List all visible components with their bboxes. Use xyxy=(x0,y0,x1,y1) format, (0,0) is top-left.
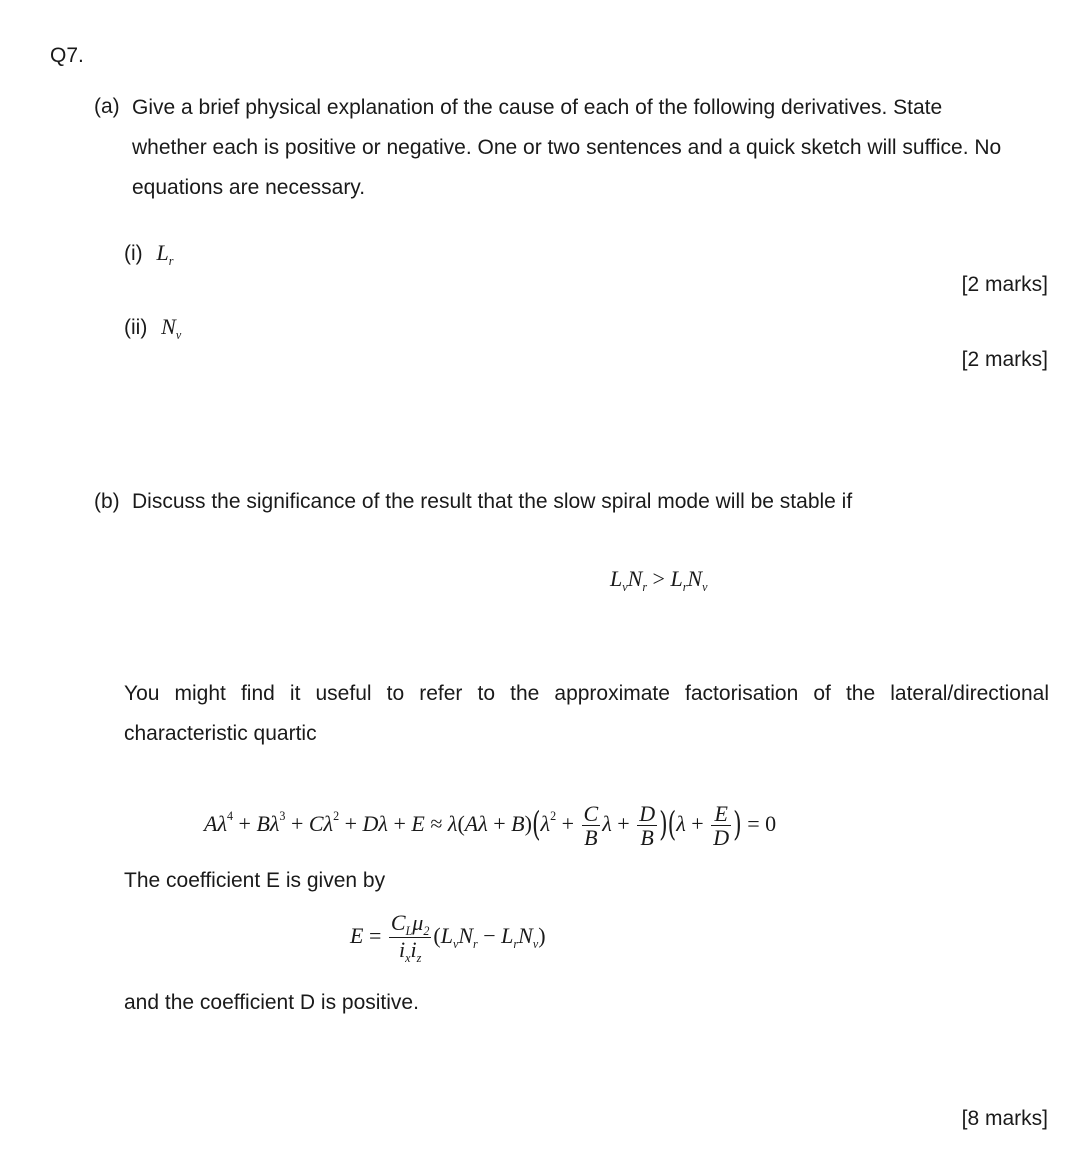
stability-condition: $L_vN_r > L_rN_v$ xyxy=(610,566,708,594)
part-a-label: (a) xyxy=(94,95,120,118)
item-i-symbol: $L_r$ xyxy=(156,240,174,268)
part-b-hint-text: You might find it useful to refer to the approximate factorisation of the lateral/directional characteristic quartic xyxy=(124,682,1049,745)
characteristic-quartic-equation: $A\lambda^4 + B\lambda^3 + C\lambda^2 + D\lambda + E \approx \lambda(A\lambda + B)(\lambda^2$ + $\frac{C}{B}$ λ + $\frac{D}{B}$ )(λ + $\frac{E}{D}$ ) = 0 xyxy=(204,800,777,850)
part-a-item-i-marks: [2 marks] xyxy=(961,273,1048,296)
item-ii-symbol: $N_v$ xyxy=(161,314,182,342)
part-b-label: (b) xyxy=(94,490,120,513)
part-a-item-ii-marks: [2 marks] xyxy=(961,348,1048,371)
part-b-marks: [8 marks] xyxy=(961,1107,1048,1130)
part-b-text: Discuss the significance of the result that the slow spiral mode will be stable if xyxy=(132,490,853,513)
item-i-label: (i) xyxy=(124,242,143,265)
part-a-item-ii xyxy=(124,314,181,343)
coefficient-e-equation: E = $\frac{C_L\mu_2}{i_xi_z}$ $(L_vN_r - L_rN_v)$ xyxy=(350,909,546,965)
item-ii-label: (ii) xyxy=(124,316,148,339)
part-a-text: Give a brief physical explanation of the cause of each of the following derivatives. State whether each is positive or negative. One or two sentences and a quick sketch will suffice. No equations are necessary. xyxy=(132,96,1002,199)
coefficient-e-text: The coefficient E is given by xyxy=(124,869,386,892)
part-b-closing-text: and the coefficient D is positive. xyxy=(124,991,419,1014)
question-number: Q7. xyxy=(50,44,84,67)
part-a-item-i xyxy=(124,240,173,269)
